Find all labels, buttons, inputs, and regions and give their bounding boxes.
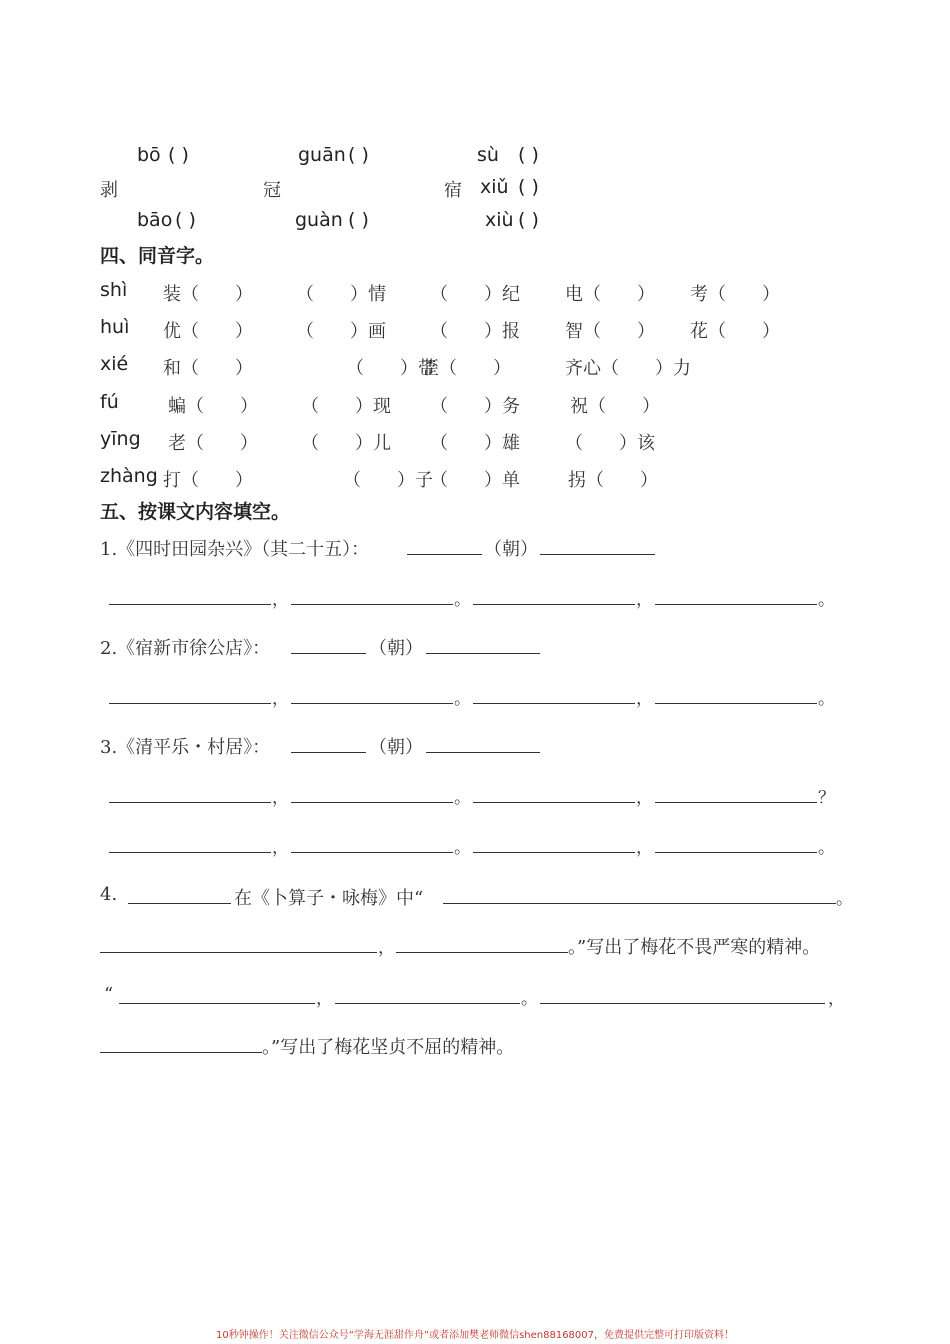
period: 。 [818,689,835,709]
pinyin: xiù [485,209,514,231]
comma: ， [636,590,653,610]
pinyin: bāo [137,209,173,231]
poem-blank[interactable] [655,604,817,605]
answer-paren[interactable]: ( ) [518,176,539,198]
poem-blank[interactable] [119,1003,315,1004]
homophone-item[interactable]: （ ）带 [346,358,436,379]
dynasty-blank[interactable] [407,554,482,555]
answer-paren[interactable]: ( ) [518,209,539,231]
poem-blank[interactable] [100,1052,262,1053]
period: 。 [454,689,471,709]
homophone-item[interactable]: 歪（ ） [421,358,511,379]
poem-blank[interactable] [291,604,453,605]
period: 。 [818,838,835,858]
poem-blank[interactable] [655,703,817,704]
question-4-conclusion-2: 。”写出了梅花坚贞不屈的精神。 [262,1037,515,1058]
poem-blank[interactable] [109,703,271,704]
question-3-label: 3.《清平乐・村居》： [100,737,271,758]
question-2-label: 2.《宿新市徐公店》： [100,638,271,659]
homophone-item[interactable]: 和（ ） [163,358,253,379]
period: 。 [818,590,835,610]
dynasty-label: （朝） [369,737,423,758]
dynasty-blank[interactable] [291,752,366,753]
poem-blank[interactable] [291,852,453,853]
pinyin: huì [100,316,130,338]
poem-blank[interactable] [291,802,453,803]
author-blank[interactable] [540,554,655,555]
homophone-item[interactable]: 装（ ） [163,284,253,305]
answer-paren[interactable]: ( ) [168,144,189,166]
homophone-item[interactable]: 老（ ） [168,433,258,454]
poet-blank[interactable] [128,903,231,904]
answer-paren[interactable]: ( ) [348,144,369,166]
comma: ， [636,838,653,858]
section-4-title: 四、同音字。 [100,245,215,267]
pinyin: bō [137,144,161,166]
homophone-item[interactable]: 花（ ） [690,321,780,342]
homophone-item[interactable]: （ ）纪 [430,284,520,305]
poem-blank[interactable] [100,952,377,953]
pinyin: yīng [100,428,141,450]
homophone-item[interactable]: 蝙（ ） [168,396,258,417]
comma: ， [272,838,289,858]
homophone-item[interactable]: （ ）现 [301,396,391,417]
homophone-item[interactable]: 齐心（ ）力 [565,358,691,379]
pinyin: xié [100,353,129,375]
pinyin: xiǔ [480,176,509,198]
poem-blank[interactable] [473,604,635,605]
poem-blank[interactable] [109,852,271,853]
homophone-item[interactable]: （ ）雄 [430,433,520,454]
homophone-item[interactable]: （ ）儿 [301,433,391,454]
pinyin: fú [100,391,119,413]
poem-blank[interactable] [473,852,635,853]
period: 。 [454,590,471,610]
poem-blank[interactable] [109,802,271,803]
comma: ， [316,989,333,1009]
poem-blank[interactable] [655,802,817,803]
question-4-number: 4. [100,884,118,905]
homophone-item[interactable]: （ ）单 [430,470,520,491]
comma: ， [828,989,845,1009]
question-1-label: 1.《四时田园杂兴》（其二十五）： [100,539,370,560]
pinyin: zhàng [100,465,158,487]
character: 冠 [263,180,281,201]
answer-paren[interactable]: ( ) [518,144,539,166]
period: 。 [521,989,538,1009]
poem-blank[interactable] [109,604,271,605]
dynasty-blank[interactable] [291,653,366,654]
period: 。 [836,889,853,909]
section-5-title: 五、按课文内容填空。 [100,501,291,523]
answer-paren[interactable]: ( ) [175,209,196,231]
homophone-item[interactable]: （ ）报 [430,321,520,342]
pinyin: guān [298,144,346,166]
poem-blank[interactable] [291,703,453,704]
homophone-item[interactable]: 优（ ） [163,321,253,342]
comma: ， [378,938,395,958]
comma: ， [636,689,653,709]
pinyin: sù [477,144,499,166]
comma: ， [636,788,653,808]
poem-blank[interactable] [335,1003,520,1004]
homophone-item[interactable]: 祝（ ） [570,396,660,417]
question-4-conclusion-1: 。”写出了梅花不畏严寒的精神。 [568,937,821,958]
period: 。 [454,788,471,808]
homophone-item[interactable]: （ ）子 [343,470,433,491]
comma: ， [272,590,289,610]
homophone-item[interactable]: 拐（ ） [568,470,658,491]
poem-blank[interactable] [396,952,568,953]
dynasty-label: （朝） [484,539,538,560]
homophone-item[interactable]: （ ）画 [296,321,386,342]
homophone-item[interactable]: 考（ ） [690,284,780,305]
poem-blank[interactable] [443,903,836,904]
homophone-item[interactable]: 智（ ） [565,321,655,342]
poem-blank[interactable] [473,703,635,704]
author-blank[interactable] [426,752,540,753]
character: 剥 [100,180,118,201]
comma: ， [272,788,289,808]
period: 。 [454,838,471,858]
pinyin: guàn [295,209,343,231]
question-4-text: 在《卜算子・咏梅》中“ [234,888,424,909]
author-blank[interactable] [426,653,540,654]
footer-notice: 10秒钟操作！关注微信公众号“学海无涯甜作舟”或者添加樊老师微信shen88168007，免费提供完整可打印版资料！ [215,1330,735,1341]
dynasty-label: （朝） [369,638,423,659]
homophone-item[interactable]: 打（ ） [163,470,253,491]
comma: ， [272,689,289,709]
answer-paren[interactable]: ( ) [348,209,369,231]
poem-blank[interactable] [655,852,817,853]
poem-blank[interactable] [473,802,635,803]
homophone-item[interactable]: （ ）务 [430,396,520,417]
pinyin: shì [100,279,128,301]
character: 宿 [444,180,462,201]
question-mark: ？ [818,788,835,808]
homophone-item[interactable]: 电（ ） [565,284,655,305]
homophone-item[interactable]: （ ）该 [565,433,655,454]
homophone-item[interactable]: （ ）情 [296,284,386,305]
open-quote: “ [104,984,114,1005]
poem-blank[interactable] [540,1003,825,1004]
